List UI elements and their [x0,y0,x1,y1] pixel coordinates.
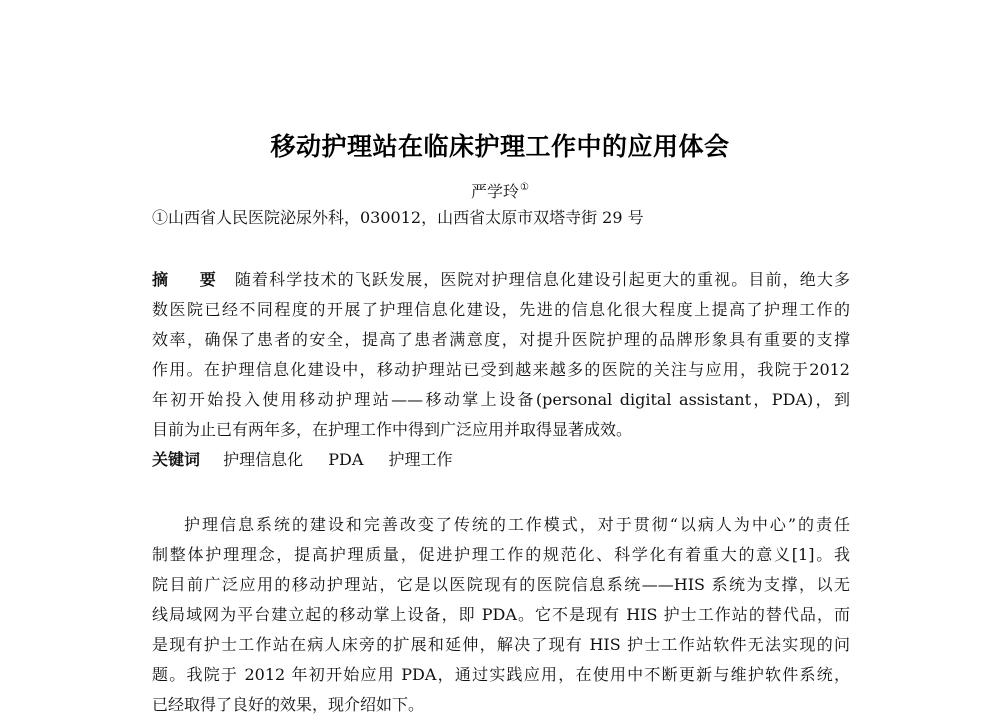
body-line: 线局域网为平台建立起的移动掌上设备，即 PDA。它不是现有 HIS 护士工作站的替代品，而 [152,605,850,624]
body-line: 院目前广泛应用的移动护理站，它是以医院现有的医院信息系统——HIS 系统为支撑，以无 [152,575,850,594]
body-line: 制整体护理理念，提高护理质量，促进护理工作的规范化、科学化有着重大的意义[1]。我 [152,545,850,564]
author-footnote-mark: ① [520,182,529,193]
abstract-text: 随着科学技术的飞跃发展，医院对护理信息化建设引起更大的重视。目前，绝大多 [234,270,850,289]
abstract-line: 效率，确保了患者的安全，提高了患者满意度，对提升医院护理的品牌形象具有重要的支撑 [152,330,850,349]
body-line: 是现有护士工作站在病人床旁的扩展和延伸，解决了现有 HIS 护士工作站软件无法实现的问 [152,635,850,654]
abstract-line: 目前为止已有两年多，在护理工作中得到广泛应用并取得显著成效。 [152,420,633,439]
keyword-item: 护理工作 [388,450,453,469]
body-line: 题。我院于 2012 年初开始应用 PDA，通过实践应用，在使用中不断更新与维护软件系统， [152,665,850,684]
body-line: 已经取得了良好的效果，现介绍如下。 [152,695,425,714]
keywords-label: 关键词 [152,450,201,469]
keyword-item: PDA [328,450,364,469]
body-line: 护理信息系统的建设和完善改变了传统的工作模式，对于贯彻“以病人为中心”的责任 [184,515,850,534]
keyword-item: 护理信息化 [223,450,304,469]
abstract-line: 数医院已经不同程度的开展了护理信息化建设，先进的信息化很大程度上提高了护理工作的 [152,300,850,319]
author-name: 严学玲 [471,182,520,201]
intro-paragraph [152,510,850,720]
abstract-label: 摘 要 [152,270,229,289]
author-line [0,177,1000,203]
abstract-line: 年初开始投入使用移动护理站——移动掌上设备(personal digital assistant，PDA)，到 [152,390,850,409]
abstract-line [152,265,850,295]
paper-title: 移动护理站在临床护理工作中的应用体会 [270,132,730,161]
author-affiliation: ①山西省人民医院泌尿外科，030012，山西省太原市双塔寺街 29 号 [152,208,644,227]
keywords-section [152,445,472,475]
abstract-section [152,265,850,445]
abstract-line: 作用。在护理信息化建设中，移动护理站已受到越来越多的医院的关注与应用，我院于2012 [152,360,850,379]
